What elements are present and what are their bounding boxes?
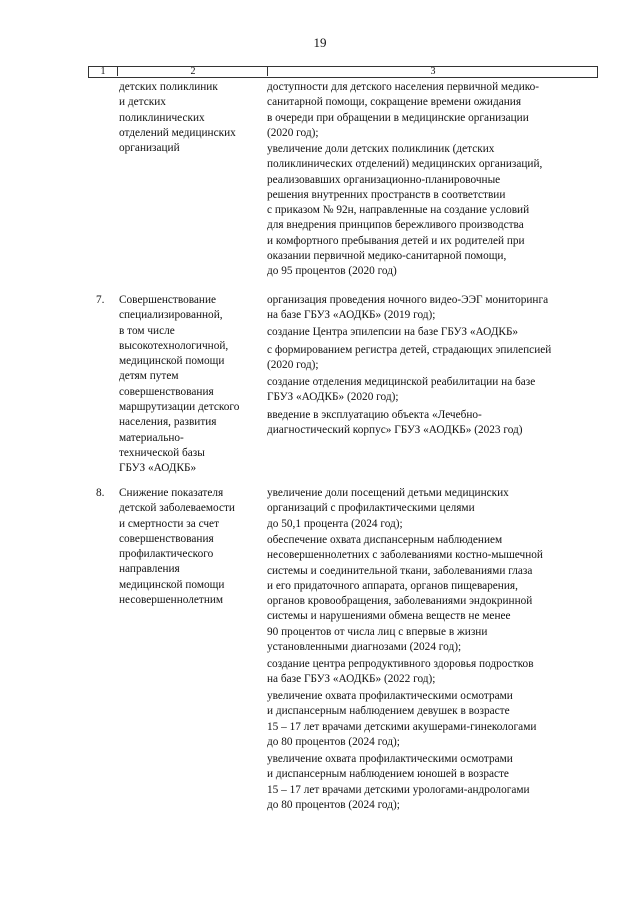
header-col-2: 2	[117, 66, 268, 76]
row7-number: 7.	[96, 294, 105, 306]
row7-measure: Совершенствование специализированной, в том числе высокотехнологичной, медицинской помощи детям путем совершенствования маршрутизации детского населения, развития материально- технической базы ГБУЗ «АОДКБ»	[119, 294, 240, 475]
header-col-3: 3	[267, 66, 598, 76]
row8-item-1: увеличение доли посещений детьми медицинских организаций с профилактическими целями до 50,1 процента (2024 год);	[267, 487, 509, 530]
row7-item-3: с формированием регистра детей, страдающих эпилепсией (2020 год);	[267, 344, 552, 372]
row8-number: 8.	[96, 487, 105, 499]
row0-item-2: увеличение доли детских поликлиник (детских поликлинических отделений) медицинских организаций, реализовавших организационно-планировочные решения внутренних пространств в соответствии с приказом № 92н, направленные на создание условий для внедрения принципов бережливого производства и комфортного пребывания детей и их родителей при оказании первичной медико-санитарной помощи, до 95 процентов (2020 год)	[267, 143, 543, 278]
row8-item-2: обеспечение охвата диспансерным наблюдением несовершеннолетних с заболеваниями костно-мышечной системы и соединительной ткани, заболеваниями глаза и его придаточного аппарата, органов пищеварения, органов кровообращения, заболеваниями эндокринной системы и нарушениями обмена веществ не менее 90 процентов от числа лиц с впервые в жизни установленными диагнозами (2024 год);	[267, 534, 543, 654]
row8-item-3: создание центра репродуктивного здоровья подростков на базе ГБУЗ «АОДКБ» (2022 год);	[267, 658, 534, 686]
row8-item-5: увеличение охвата профилактическими осмотрами и диспансерным наблюдением юношей в возрасте 15 – 17 лет врачами детскими урологами-андрологами до 80 процентов (2024 год);	[267, 753, 530, 811]
row7-item-1: организация проведения ночного видео-ЭЭГ мониторинга на базе ГБУЗ «АОДКБ» (2019 год);	[267, 294, 549, 322]
row8-item-4: увеличение охвата профилактическими осмотрами и диспансерным наблюдением девушек в возрасте 15 – 17 лет врачами детскими акушерами-гинекологами до 80 процентов (2024 год);	[267, 690, 537, 748]
header-col-1: 1	[100, 66, 106, 77]
row8-measure: Снижение показателя детской заболеваемости и смертности за счет совершенствования профилактического направления медицинской помощи несовершеннолетним	[119, 487, 235, 607]
row7-item-5: введение в эксплуатацию объекта «Лечебно- диагностический корпус» ГБУЗ «АОДКБ» (2023 год)	[267, 409, 523, 437]
row0-measure: детских поликлиник и детских поликлинических отделений медицинских организаций	[119, 81, 236, 155]
row7-item-4: создание отделения медицинской реабилитации на базе ГБУЗ «АОДКБ» (2020 год);	[267, 376, 536, 404]
table-header	[88, 66, 598, 78]
page-number: 19	[313, 35, 327, 50]
row0-item-1: доступности для детского населения первичной медико- санитарной помощи, сокращение времени ожидания в очереди при обращении в медицинские организации (2020 год);	[267, 81, 540, 139]
row7-item-2: создание Центра эпилепсии на базе ГБУЗ «АОДКБ»	[267, 326, 519, 338]
